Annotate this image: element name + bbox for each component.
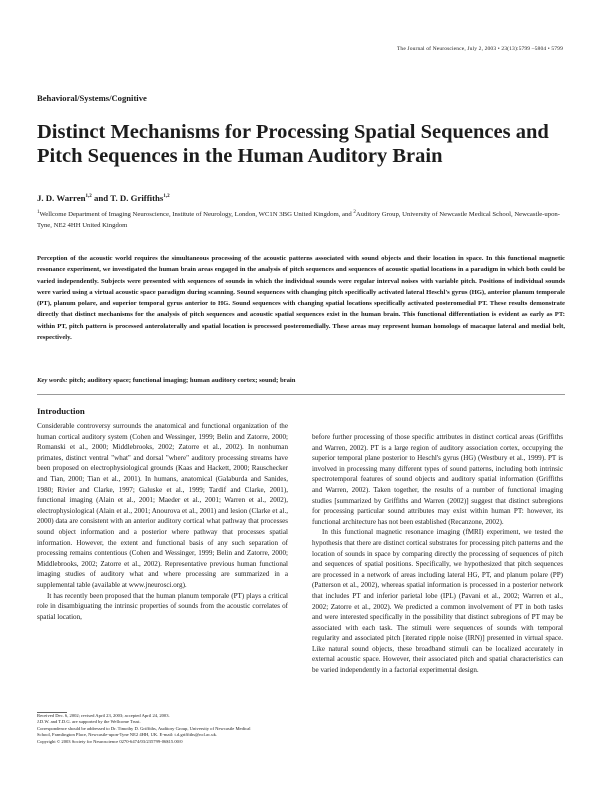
body-paragraph: Considerable controversy surrounds the anatomical and functional organization of the human cortical auditory system (Cohen and Wessinger, 1999; Belin and Zatorre, 2000; Romanski et al., 2000; Middlebrooks, 2002; Zatorre et al., 2002). In nonhuman primates, distinct ventral "what" and dorsal "where" auditory processing streams have been proposed on electrophysiological grounds (Kaas and Hackett, 2000; Rauschecker and Tian, 2000; Tian et al., 2001). In humans, anatomical (Galaburda and Sanides, 1980; Rivier and Clarke, 1997; Galuske et al., 1999; Tardif and Clarke, 2001), functional imaging (Alain et al., 2001; Maeder et al., 2001; Warren et al., 2002), electrophysiological (Alain et al., 2001; Anourova et al., 2001) and lesion (Clarke et al., 2000) data are consistent with an anterior auditory cortical what pathway that processes sound object information and a posterior where pathway that processes spatial information. However, the extent and functional basis of any such separation of processing remains contentious (Cohen and Wessinger, 1999; Belin and Zatorre, 2000; Middlebrooks, 2002; Zatorre et al., 2002). Representative previous human functional imaging studies of auditory what and where processing are summarized in a supplemental table (available at www.jneurosci.org). xyxy=(37,422,288,589)
keywords-label: Key words: xyxy=(37,377,68,384)
footnote-line: School, Framlington Place, Newcastle-upon-Tyne NE2 4HH, UK. E-mail: t.d.griffiths@ncl.ac.uk. xyxy=(37,732,218,738)
left-column xyxy=(37,421,288,622)
author-affiliation-mark: 1,2 xyxy=(85,194,92,200)
author-affiliation-mark: 1,2 xyxy=(163,194,170,200)
affiliations xyxy=(37,208,567,231)
affiliation-mark: 2 xyxy=(353,210,356,215)
footnote-line: Correspondence should be addressed to Dr. Timothy D. Griffiths, Auditory Group, University of Newcastle Medical xyxy=(37,725,251,731)
author-conjunction: and xyxy=(91,193,111,203)
author-list xyxy=(37,193,170,203)
keywords-text: pitch; auditory space; functional imaging; human auditory cortex; sound; brain xyxy=(67,377,296,384)
author-name: J. D. Warren xyxy=(37,193,86,203)
section-divider xyxy=(37,394,565,395)
footnote-line: Received Dec. 6, 2002; revised April 23, 2003; accepted April 24, 2003. xyxy=(37,713,170,718)
introduction-heading: Introduction xyxy=(37,406,85,416)
article-title: Distinct Mechanisms for Processing Spatial Sequences and Pitch Sequences in the Human Auditory Brain xyxy=(37,121,549,167)
body-paragraph: before further processing of those specific attributes in distinct cortical areas (Griffiths and Warren, 2002). PT is a large region of auditory association cortex, occupying the superior temporal plane posterior to Heschl's gyrus (HG) (Westbury et al., 1999). PT is involved in processing many different types of sound patterns, including both intrinsic spectrotemporal features of sound objects and auditory spatial information (Griffiths and Warren, 2002). Taken together, the results of a number of functional imaging studies [summarized by Griffiths and Warren (2002)] suggest that distinct subregions for processing particular sound attributes may exist within human PT: however, its functional architecture has not been established (Recanzone, 2002). xyxy=(312,433,563,526)
journal-running-header: The Journal of Neuroscience, July 2, 2003 • 23(13):5799 –5804 • 5799 xyxy=(396,46,563,52)
affiliation-text: Wellcome Department of Imaging Neuroscience, Institute of Neurology, London, WC1N 3BG United Kingdom, and xyxy=(39,211,354,219)
affiliation-text: Auditory Group, University of Newcastle Medical School, Newcastle-upon-Tyne, NE2 4HH United Kingdom xyxy=(37,211,560,229)
affiliation-mark: 1 xyxy=(37,210,40,215)
body-paragraph: It has recently been proposed that the human planum temporale (PT) plays a critical role in disambiguating the intrinsic properties of sounds from the acoustic correlates of spatial location, xyxy=(37,591,288,621)
author-name: T. D. Griffiths xyxy=(110,193,164,203)
footnote-line: J.D.W. and T.D.G. are supported by the Wellcome Trust. xyxy=(37,719,141,725)
right-column xyxy=(312,432,563,676)
footnotes xyxy=(37,713,288,745)
keywords xyxy=(37,377,565,384)
body-paragraph: In this functional magnetic resonance imaging (fMRI) experiment, we tested the hypothesis that there are distinct cortical substrates for processing pitch patterns and the location of sounds in space by comparing directly the processing of sequences of pitch and sequences of spatial positions. Specifically, we hypothesized that pitch sequences are processed in a network of areas including lateral HG, PT, and planum polare (PP) (Patterson et al., 2002), whereas spatial information is processed in a posterior network that includes PT and inferior parietal lobe (IPL) (Pavani et al., 2002; Warren et al., 2002; Zatorre et al., 2002). We predicted a common involvement of PT in both tasks and were interested specifically in the possibility that distinct subregions of PT may be associated with each task. The stimuli were sequences of sounds with temporal regularity and associated pitch [iterated ripple noise (IRN)] presented in virtual space. Like natural sound objects, these broadband stimuli can be localized accurately in external acoustic space. However, their associated pitch and spatial characteristics can be varied independently in a factorial experimental design. xyxy=(312,528,563,675)
abstract: Perception of the acoustic world requires the simultaneous processing of the acoustic patterns associated with sound objects and their location in space. In this functional magnetic resonance experiment, we investigated the human brain areas engaged in the analysis of pitch sequences and sequences of acoustic spatial locations in a paradigm in which both could be varied independently. Subjects were presented with sequences of sounds in which the individual sounds were regular interval noises with variable pitch. Positions of individual sounds were varied using a virtual acoustic space paradigm during scanning. Sound sequences with changing pitch specifically activated lateral Heschl's gyrus (HG), anterior planum temporale (PT), planum polare, and superior temporal gyrus anterior to HG. Sound sequences with changing spatial locations specifically activated posteromedial PT. These results demonstrate directly that distinct mechanisms for the analysis of pitch sequences and acoustic spatial sequences exist in the human brain. This functional differentiation is evident as early as PT: within PT, pitch pattern is processed anterolaterally and spatial location is processed posteromedially. These areas may represent human homologs of macaque lateral and medial belt, respectively. xyxy=(37,255,565,342)
footnote-line: Copyright © 2003 Society for Neuroscience 0270-6474/03/235799-06$15.00/0 xyxy=(37,738,183,744)
section-label: Behavioral/Systems/Cognitive xyxy=(37,93,147,103)
